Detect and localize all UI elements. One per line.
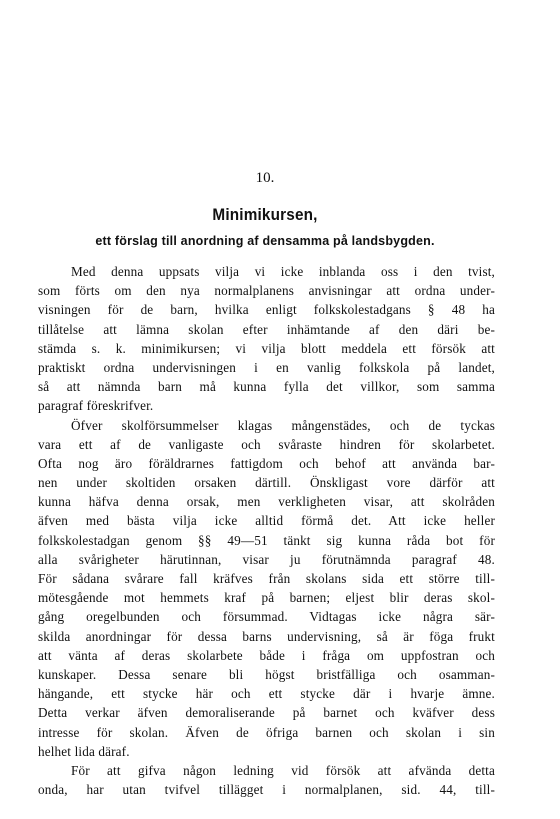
body-text: [38, 262, 495, 799]
text-line: visningen för de barn, hvilka enligt folkskolestadgans § 48 ha: [38, 302, 495, 318]
text-line: För sådana svårare fall kräfves från skolans sida ett större till-: [38, 571, 495, 586]
text-line: som förts om den nya normalplanens anvisningar att ordna under-: [38, 283, 495, 299]
text-line: att vänta af deras skolarbete både i fråga om uppfostran och: [38, 647, 495, 663]
text-line: Detta verkar äfven demoraliserande på barnet och kväfver dess: [38, 705, 495, 721]
chapter-title: Minimikursen,: [212, 205, 318, 224]
text-line: stämda s. k. minimikursen; vi vilja blott meddela ett försök att: [38, 340, 495, 356]
text-line: kunskaper. Dessa senare bli högst bristfälliga och osamman-: [38, 666, 495, 682]
text-line: Ofta nog äro föräldrarnes fattigdom och behof att använda bar-: [38, 455, 495, 471]
text-line: paragraf föreskrifver.: [38, 398, 154, 414]
page-number: 10.: [255, 170, 275, 186]
text-line: Öfver skolförsummelser klagas mångenstädes, och de tyckas: [71, 417, 495, 433]
text-line: folkskolestadgan genom §§ 49—51 tänkt sig kunna råda bot för: [38, 532, 495, 548]
chapter-subtitle: ett förslag till anordning af densamma på landsbygden.: [95, 234, 435, 248]
text-line: skilda anordningar för dessa barns undervisning, så är föga frukt: [38, 628, 495, 644]
text-line: äfven med bästa vilja icke alltid förmå det. Att icke heller: [38, 513, 495, 529]
text-line: hängande, ett stycke här och ett stycke där i hvarje ämne.: [38, 686, 495, 702]
text-line: praktiskt ordna undervisningen i en vanlig folkskola på landet,: [38, 359, 495, 375]
text-line: kunna häfva denna orsak, men verkligheten visar, att skolråden: [38, 494, 495, 510]
text-line: nen under skoltiden orsaken därtill. Önskligast vore därför att: [38, 475, 495, 491]
text-line: intresse för skolan. Äfven de öfriga barnen och skolan i sin: [38, 724, 495, 740]
text-line: gång oregelbunden och försummad. Vidtagas icke några sär-: [38, 609, 495, 625]
text-line: helhet lida däraf.: [38, 743, 130, 759]
text-line: så att nämnda barn må kunna fylla det villkor, som samma: [38, 379, 495, 395]
text-line: vara ett af de vanligaste och svåraste hindren för skolarbetet.: [38, 436, 495, 452]
text-line: mötesgående mot hemmets kraf på barnen; eljest blir deras skol-: [38, 590, 495, 606]
text-line: För att gifva någon ledning vid försök att afvända detta: [71, 762, 495, 778]
text-line: Med denna uppsats vilja vi icke inblanda oss i den tvist,: [71, 264, 495, 279]
text-line: alla svårigheter härutinnan, visar ju förutnämnda paragraf 48.: [38, 551, 495, 567]
text-line: onda, har utan tvifvel tillägget i normalplanen, sid. 44, till-: [38, 782, 495, 798]
text-line: tillåtelse att lämna skolan efter inhämtande af den däri be-: [38, 321, 495, 337]
